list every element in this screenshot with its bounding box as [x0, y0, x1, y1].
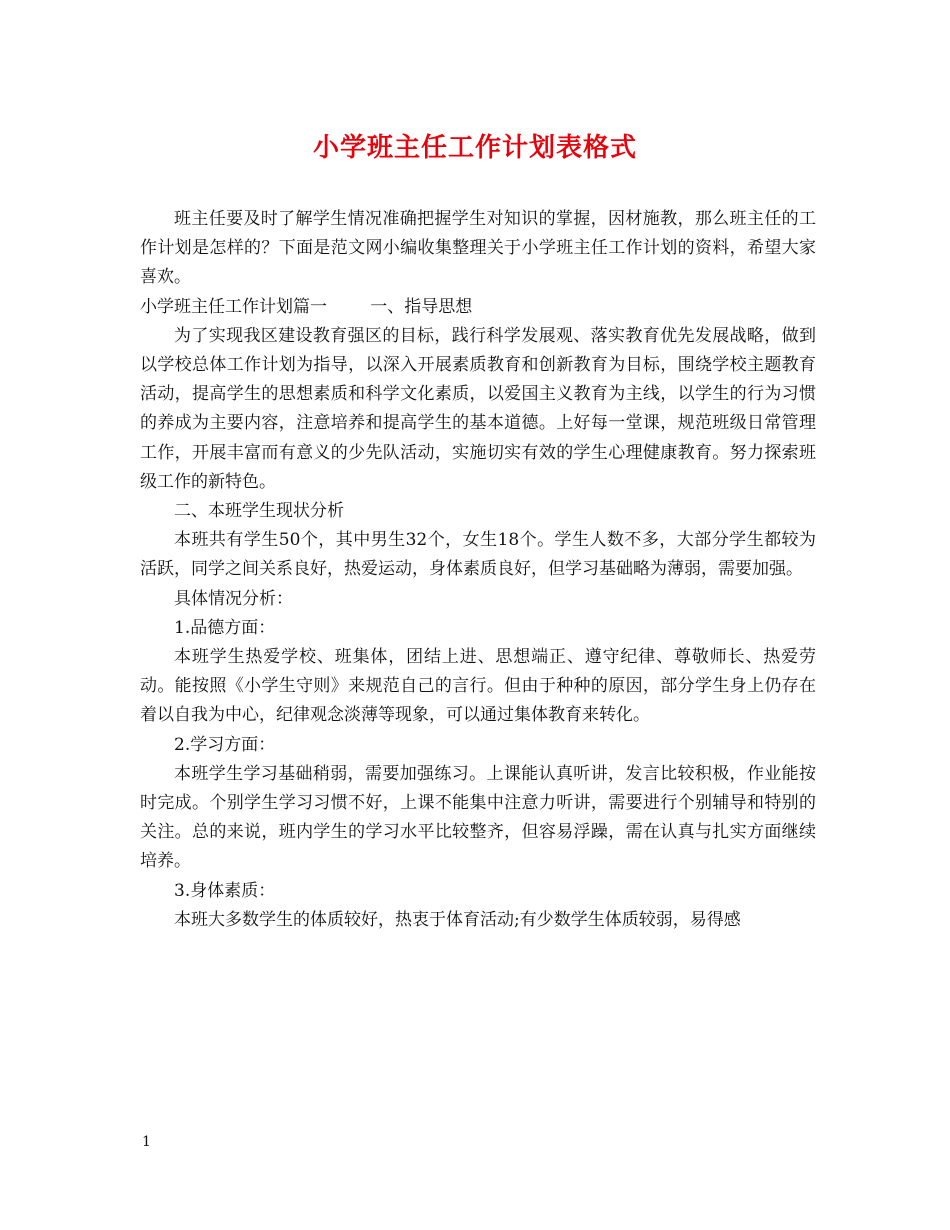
study-paragraph: 本班学生学习基础稍弱，需要加强练习。上课能认真听讲，发言比较积极，作业能按时完成。个别学生学习习惯不好，上课不能集中注意力听讲，需要进行个别辅导和特别的关注。总的来说，班内学生的学习水平比较整齐，但容易浮躁，需在认真与扎实方面继续培养。: [140, 763, 816, 872]
section2-heading: 二、本班学生现状分析: [174, 501, 344, 522]
intro-paragraph: 班主任要及时了解学生情况准确把握学生对知识的掌握，因材施教，那么班主任的工作计划是怎样的？下面是范文网小编收集整理关于小学班主任工作计划的资料，希望大家喜欢。: [140, 209, 816, 288]
moral-heading: 1.品德方面：: [174, 617, 276, 638]
page-number: 1: [142, 1134, 151, 1150]
physical-heading: 3.身体素质：: [174, 880, 276, 901]
moral-paragraph: 本班学生热爱学校、班集体，团结上进、思想端正、遵守纪律、尊敬师长、热爱劳动。能按照《小学生守则》来规范自己的言行。但由于种种的原因，部分学生身上仍存在着以自我为中心，纪律观念淡薄等现象，可以通过集体教育来转化。: [140, 647, 816, 726]
class-status-paragraph: 本班共有学生50个，其中男生32个，女生18个。学生人数不多，大部分学生都较为活跃，同学之间关系良好，热爱运动，身体素质良好，但学习基础略为薄弱，需要加强。: [140, 530, 816, 580]
document-title: 小学班主任工作计划表格式: [312, 133, 637, 163]
study-heading: 2.学习方面：: [174, 734, 276, 755]
guiding-thought-paragraph: 为了实现我区建设教育强区的目标，践行科学发展观、落实教育优先发展战略，做到以学校总体工作计划为指导，以深入开展素质教育和创新教育为目标，围绕学校主题教育活动，提高学生的思想素质和科学文化素质，以爱国主义教育为主线，以学生的行为习惯的养成为主要内容，注意培养和提高学生的基本道德。上好每一堂课，规范班级日常管理工作，开展丰富而有意义的少先队活动，实施切实有效的学生心理健康教育。努力探索班级工作的新特色。: [140, 325, 816, 492]
physical-paragraph: 本班大多数学生的体质较好，热衷于体育活动;有少数学生体质较弱，易得感: [174, 909, 741, 930]
detail-heading: 具体情况分析：: [174, 588, 293, 609]
document-body: [140, 205, 816, 935]
section1-heading: 小学班主任工作计划篇一 一、指导思想: [140, 296, 473, 317]
